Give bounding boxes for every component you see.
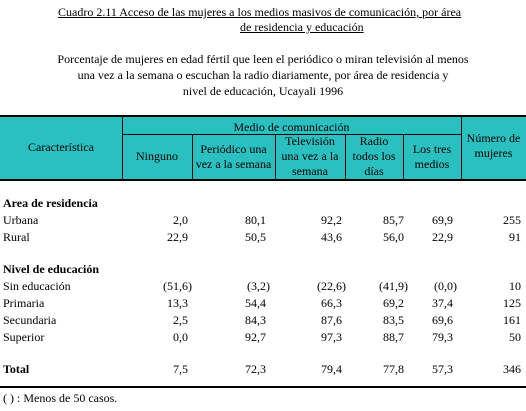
table-row [0,278,526,295]
row-label: Sin educación [3,279,71,293]
table-row [0,295,526,312]
row-label: Urbana [3,213,39,227]
cell-television: 92,2 [321,213,342,227]
row-label: Primaria [3,296,45,310]
cell-radio: (41,9) [379,279,408,293]
cell-ninguno: 22,9 [167,230,188,244]
cell-tres-medios: 37,4 [432,296,453,310]
header-radio-line2: todos los [352,149,396,163]
cell-radio: 85,7 [383,213,404,227]
table-header [0,115,526,181]
cell-tres-medios: 22,9 [432,230,453,244]
cell-numero: 91 [509,230,521,244]
section-heading [0,195,526,212]
cell-radio: 56,0 [383,230,404,244]
cell-radio: 77,8 [383,362,404,376]
row-label: Secundaria [3,313,57,327]
cell-ninguno: 0,0 [173,330,188,344]
cell-numero: 255 [503,213,521,227]
row-label: Rural [3,230,30,244]
table-bottom-rule [0,386,526,388]
table-row-total [0,361,526,378]
cell-television: 97,3 [321,330,342,344]
section-heading [0,261,526,278]
title-line-1: Cuadro 2.11 Acceso de las mujeres a los medios masivos de comunicación, por área [58,5,462,19]
cell-ninguno: 7,5 [173,362,188,376]
header-tres-line2: medios [414,157,450,171]
footnote: ( ) : Menos de 50 casos. [3,391,118,405]
header-television [275,134,345,179]
cell-numero: 10 [509,279,521,293]
header-group: Medio de comunicación [233,120,350,134]
cell-numero: 346 [503,362,521,376]
header-periodico-line2: vez a la semana [195,157,272,171]
cell-periodico: 50,5 [245,230,266,244]
table-title [58,5,478,35]
header-num-line2: mujeres [474,146,513,160]
cell-periodico: 80,1 [245,213,266,227]
cell-radio: 83,5 [383,313,404,327]
cell-ninguno: 13,3 [167,296,188,310]
header-tres-medios [403,142,461,172]
table-row [0,212,526,229]
cell-numero: 161 [503,313,521,327]
cell-periodico: 92,7 [245,330,266,344]
header-characteristic: Característica [28,140,94,154]
header-tv-line1: Televisión [285,134,335,148]
cell-periodico: 84,3 [245,313,266,327]
title-line-2: de residencia y educación [240,20,364,34]
table-row [0,329,526,346]
cell-periodico: 72,3 [245,362,266,376]
cell-periodico: (3,2) [247,279,270,293]
subtitle-line-2: una vez a la semana o escuchan la radio diariamente, por área de residencia y [77,68,449,82]
cell-television: 43,6 [321,230,342,244]
cell-radio: 88,7 [383,330,404,344]
header-radio [345,134,403,179]
header-tv-line2: una vez a la [281,149,339,163]
header-tv-line3: semana [292,164,328,178]
cell-tres-medios: 69,9 [432,213,453,227]
cell-television: 87,6 [321,313,342,327]
table-row [0,312,526,329]
header-num-line1: Número de [466,131,521,145]
cell-tres-medios: (0,0) [434,279,457,293]
cell-ninguno: (51,6) [163,279,192,293]
cell-television: 66,3 [321,296,342,310]
cell-tres-medios: 57,3 [432,362,453,376]
cell-numero: 125 [503,296,521,310]
subtitle-line-1: Porcentaje de mujeres en edad fértil que leen el periódico o miran televisión al menos [57,52,469,66]
cell-tres-medios: 69,6 [432,313,453,327]
header-periodico [192,142,275,172]
subtitle-line-3: nivel de educación, Ucayali 1996 [182,84,344,98]
cell-ninguno: 2,0 [173,213,188,227]
cell-tres-medios: 79,3 [432,330,453,344]
header-periodico-line1: Periódico una [200,142,267,156]
cell-numero: 50 [509,330,521,344]
row-label: Superior [3,330,45,344]
header-numero-mujeres [461,131,526,161]
header-ninguno: Ninguno [136,149,178,163]
row-label: Total [3,362,30,376]
cell-television: 79,4 [321,362,342,376]
header-tres-line1: Los tres [412,142,452,156]
cell-radio: 69,2 [383,296,404,310]
cell-television: (22,6) [317,279,346,293]
header-radio-line1: Radio [359,134,389,148]
cell-ninguno: 2,5 [173,313,188,327]
cell-periodico: 54,4 [245,296,266,310]
section-area-label: Area de residencia [3,196,98,210]
table-subtitle [40,51,486,99]
section-educ-label: Nivel de educación [3,262,99,276]
header-radio-line3: días [364,164,384,178]
table-row [0,229,526,246]
